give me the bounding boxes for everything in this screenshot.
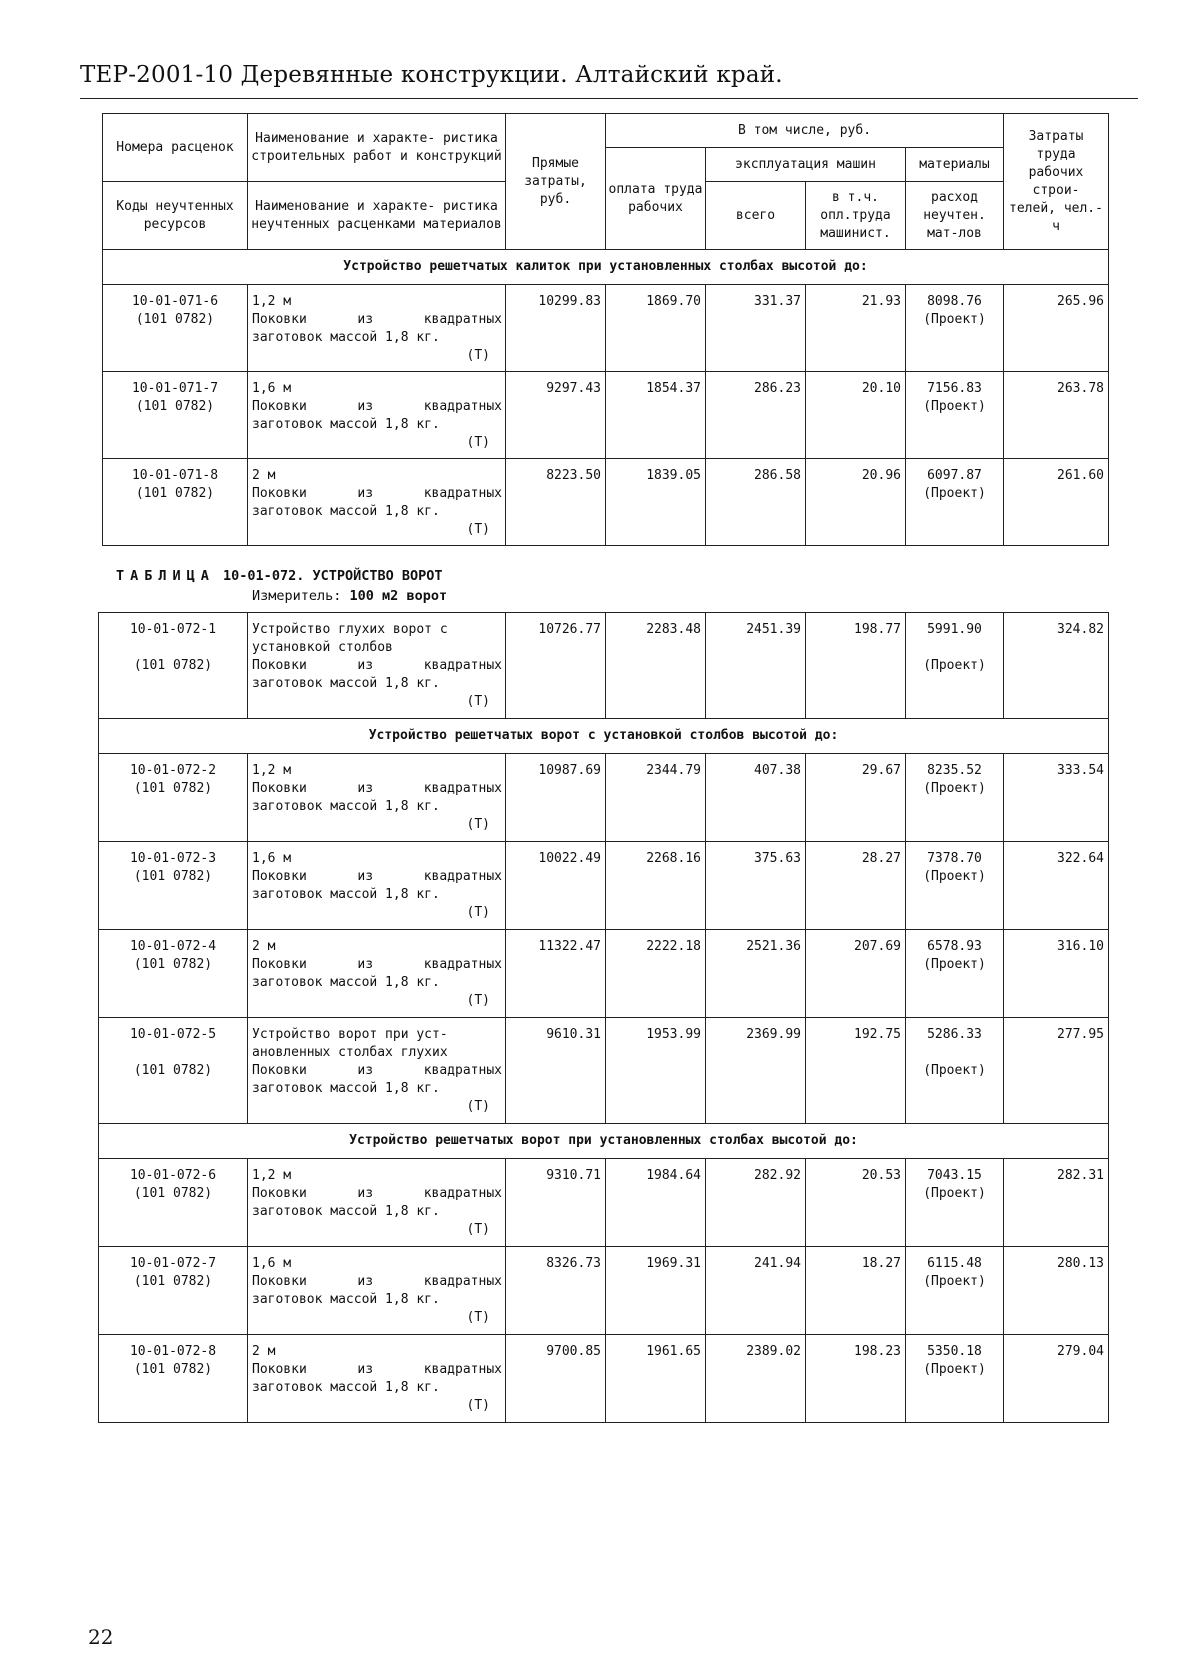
material-word: квадратных bbox=[423, 399, 502, 414]
rate-code-cell bbox=[99, 930, 248, 1018]
work-name-line: Устройство ворот при уст- bbox=[252, 1027, 448, 1042]
material-unit: (Т) bbox=[466, 348, 490, 363]
resource-code: (101 0782) bbox=[133, 781, 213, 796]
materials-cost: 8235.52 bbox=[927, 763, 982, 778]
work-size: 1,6 м bbox=[252, 1256, 292, 1271]
material-name: заготовок массой 1,8 кг. bbox=[252, 676, 440, 691]
rate-code: 10-01-072-3 bbox=[129, 851, 217, 866]
labor-hours: 279.04 bbox=[1004, 1335, 1109, 1423]
materials-cost: 6115.48 bbox=[927, 1256, 982, 1271]
resource-code: (101 0782) bbox=[133, 658, 213, 673]
wages: 2268.16 bbox=[606, 842, 706, 930]
resource-code: (101 0782) bbox=[135, 486, 215, 501]
material-name bbox=[252, 1361, 502, 1379]
table-row bbox=[103, 459, 1109, 546]
material-name: заготовок массой 1,8 кг. bbox=[252, 1204, 440, 1219]
material-unit: (Т) bbox=[466, 435, 490, 450]
rate-code-cell bbox=[99, 613, 248, 719]
machines-operators: 28.27 bbox=[806, 842, 906, 930]
table-row bbox=[99, 1159, 1109, 1247]
machines-total: 2389.02 bbox=[706, 1335, 806, 1423]
section-heading: Устройство решетчатых ворот при установленных столбах высотой до: bbox=[99, 1124, 1109, 1159]
materials-cost: 6578.93 bbox=[927, 939, 982, 954]
material-name: заготовок массой 1,8 кг. bbox=[252, 504, 440, 519]
machines-total: 2369.99 bbox=[706, 1018, 806, 1124]
materials-note: (Проект) bbox=[923, 658, 986, 673]
page-title: ТЕР-2001-10 Деревянные конструкции. Алтайский край. bbox=[80, 62, 783, 88]
work-size: 2 м bbox=[252, 1344, 276, 1359]
work-name-cell bbox=[248, 285, 506, 372]
rate-code-cell bbox=[99, 1335, 248, 1423]
work-name-cell bbox=[248, 1335, 506, 1423]
header-code-bottom: Коды неучтенных ресурсов bbox=[103, 182, 248, 250]
table-row bbox=[103, 372, 1109, 459]
rate-code: 10-01-072-4 bbox=[129, 939, 217, 954]
material-name bbox=[252, 868, 502, 886]
direct-costs: 10299.83 bbox=[506, 285, 606, 372]
resource-code: (101 0782) bbox=[133, 869, 213, 884]
work-size: 2 м bbox=[252, 939, 276, 954]
header-materials: материалы bbox=[906, 148, 1004, 182]
header-labor: Затраты труда рабочих строи- телей, чел.-ч bbox=[1004, 114, 1109, 250]
work-name-cell bbox=[248, 613, 506, 719]
direct-costs: 9700.85 bbox=[506, 1335, 606, 1423]
wages: 2344.79 bbox=[606, 754, 706, 842]
table-row bbox=[99, 1335, 1109, 1423]
rate-code: 10-01-072-2 bbox=[129, 763, 217, 778]
material-name bbox=[252, 485, 502, 503]
section-heading: Устройство решетчатых ворот с установкой столбов высотой до: bbox=[99, 719, 1109, 754]
labor-hours: 265.96 bbox=[1004, 285, 1109, 372]
material-word: квадратных bbox=[423, 658, 502, 673]
material-unit: (Т) bbox=[466, 1398, 490, 1413]
labor-hours: 316.10 bbox=[1004, 930, 1109, 1018]
machines-total: 241.94 bbox=[706, 1247, 806, 1335]
material-word: из bbox=[357, 869, 374, 884]
work-name-cell bbox=[248, 930, 506, 1018]
material-name bbox=[252, 311, 502, 329]
resource-code: (101 0782) bbox=[133, 957, 213, 972]
machines-operators: 192.75 bbox=[806, 1018, 906, 1124]
materials-note: (Проект) bbox=[923, 399, 986, 414]
machines-operators: 20.10 bbox=[806, 372, 906, 459]
machines-operators: 198.23 bbox=[806, 1335, 906, 1423]
rates-table-gates-072 bbox=[98, 612, 1109, 1423]
measure-label: Измеритель: bbox=[252, 588, 342, 604]
materials-note: (Проект) bbox=[923, 312, 986, 327]
work-size: 1,6 м bbox=[252, 381, 292, 396]
material-name: заготовок массой 1,8 кг. bbox=[252, 1292, 440, 1307]
material-word: из bbox=[357, 1063, 374, 1078]
material-word: квадратных bbox=[423, 486, 502, 501]
materials-cell bbox=[906, 842, 1004, 930]
rate-code-cell bbox=[103, 459, 248, 546]
work-size: 2 м bbox=[252, 468, 276, 483]
work-name-cell bbox=[248, 1018, 506, 1124]
material-name bbox=[252, 1185, 502, 1203]
direct-costs: 9310.71 bbox=[506, 1159, 606, 1247]
materials-note: (Проект) bbox=[923, 869, 986, 884]
work-size: 1,2 м bbox=[252, 1168, 292, 1183]
material-word: квадратных bbox=[423, 1063, 502, 1078]
material-word: Поковки bbox=[252, 1186, 307, 1201]
resource-code: (101 0782) bbox=[135, 399, 215, 414]
work-name-line: Устройство глухих ворот с bbox=[252, 622, 448, 637]
materials-cost: 7043.15 bbox=[927, 1168, 982, 1183]
rate-code: 10-01-072-7 bbox=[129, 1256, 217, 1271]
resource-code: (101 0782) bbox=[135, 312, 215, 327]
rate-code-cell bbox=[99, 754, 248, 842]
header-machines-operators: в т.ч. опл.труда машинист. bbox=[806, 182, 906, 250]
header-name-top: Наименование и характе- ристика строительных работ и конструкций bbox=[248, 114, 506, 182]
machines-operators: 18.27 bbox=[806, 1247, 906, 1335]
materials-cost: 5286.33 bbox=[927, 1027, 982, 1042]
materials-note: (Проект) bbox=[923, 486, 986, 501]
material-name bbox=[252, 780, 502, 798]
table-row bbox=[99, 930, 1109, 1018]
material-word: Поковки bbox=[252, 869, 307, 884]
material-word: Поковки bbox=[252, 781, 307, 796]
labor-hours: 333.54 bbox=[1004, 754, 1109, 842]
machines-total: 2521.36 bbox=[706, 930, 806, 1018]
material-word: из bbox=[357, 1274, 374, 1289]
material-name: заготовок массой 1,8 кг. bbox=[252, 417, 440, 432]
direct-costs: 8326.73 bbox=[506, 1247, 606, 1335]
machines-operators: 20.96 bbox=[806, 459, 906, 546]
material-name bbox=[252, 1062, 502, 1080]
rate-code-cell bbox=[99, 1159, 248, 1247]
rate-code: 10-01-071-6 bbox=[131, 294, 219, 309]
materials-cost: 7156.83 bbox=[927, 381, 982, 396]
rate-code-cell bbox=[99, 1018, 248, 1124]
machines-total: 2451.39 bbox=[706, 613, 806, 719]
material-word: из bbox=[357, 1362, 374, 1377]
wages: 2283.48 bbox=[606, 613, 706, 719]
rate-code: 10-01-072-5 bbox=[129, 1027, 217, 1042]
material-unit: (Т) bbox=[466, 993, 490, 1008]
table-row bbox=[99, 842, 1109, 930]
work-name-cell bbox=[248, 459, 506, 546]
table-measure bbox=[252, 586, 447, 606]
material-name: заготовок массой 1,8 кг. bbox=[252, 1081, 440, 1096]
direct-costs: 8223.50 bbox=[506, 459, 606, 546]
material-word: из bbox=[357, 781, 374, 796]
resource-code: (101 0782) bbox=[133, 1186, 213, 1201]
material-word: из bbox=[357, 312, 374, 327]
table-title: 10-01-072. УСТРОЙСТВО ВОРОТ bbox=[223, 568, 443, 584]
material-name: заготовок массой 1,8 кг. bbox=[252, 975, 440, 990]
header-including: В том числе, руб. bbox=[606, 114, 1004, 148]
material-word: Поковки bbox=[252, 1274, 307, 1289]
header-code-top: Номера расценок bbox=[103, 114, 248, 182]
work-size: 1,6 м bbox=[252, 851, 292, 866]
material-word: Поковки bbox=[252, 658, 307, 673]
direct-costs: 10022.49 bbox=[506, 842, 606, 930]
material-name: заготовок массой 1,8 кг. bbox=[252, 887, 440, 902]
title-rule bbox=[80, 98, 1138, 99]
machines-operators: 21.93 bbox=[806, 285, 906, 372]
materials-cost: 8098.76 bbox=[927, 294, 982, 309]
labor-hours: 277.95 bbox=[1004, 1018, 1109, 1124]
rate-code: 10-01-071-7 bbox=[131, 381, 219, 396]
material-name: заготовок массой 1,8 кг. bbox=[252, 330, 440, 345]
material-word: из bbox=[357, 399, 374, 414]
direct-costs: 10987.69 bbox=[506, 754, 606, 842]
work-size: 1,2 м bbox=[252, 763, 292, 778]
materials-cell bbox=[906, 1159, 1004, 1247]
work-name-cell bbox=[248, 1159, 506, 1247]
labor-hours: 261.60 bbox=[1004, 459, 1109, 546]
machines-operators: 207.69 bbox=[806, 930, 906, 1018]
header-materials-unaccounted: расход неучтен. мат-лов bbox=[906, 182, 1004, 250]
table-header bbox=[103, 114, 1109, 250]
material-word: квадратных bbox=[423, 869, 502, 884]
table-row bbox=[99, 613, 1109, 719]
labor-hours: 280.13 bbox=[1004, 1247, 1109, 1335]
table-row bbox=[99, 1247, 1109, 1335]
materials-cost: 5991.90 bbox=[927, 622, 982, 637]
materials-cell bbox=[906, 930, 1004, 1018]
work-name-cell bbox=[248, 1247, 506, 1335]
rate-code-cell bbox=[99, 842, 248, 930]
materials-cell bbox=[906, 459, 1004, 546]
machines-operators: 29.67 bbox=[806, 754, 906, 842]
materials-note: (Проект) bbox=[923, 1362, 986, 1377]
wages: 1854.37 bbox=[606, 372, 706, 459]
direct-costs: 10726.77 bbox=[506, 613, 606, 719]
materials-note: (Проект) bbox=[923, 1186, 986, 1201]
wages: 1969.31 bbox=[606, 1247, 706, 1335]
materials-cell bbox=[906, 613, 1004, 719]
resource-code: (101 0782) bbox=[133, 1063, 213, 1078]
table-caption bbox=[116, 566, 443, 586]
machines-total: 331.37 bbox=[706, 285, 806, 372]
material-unit: (Т) bbox=[466, 817, 490, 832]
materials-cell bbox=[906, 1018, 1004, 1124]
material-unit: (Т) bbox=[466, 905, 490, 920]
materials-cost: 5350.18 bbox=[927, 1344, 982, 1359]
wages: 1869.70 bbox=[606, 285, 706, 372]
machines-operators: 198.77 bbox=[806, 613, 906, 719]
materials-note: (Проект) bbox=[923, 1274, 986, 1289]
material-word: из bbox=[357, 957, 374, 972]
machines-total: 286.23 bbox=[706, 372, 806, 459]
work-name-line: установкой столбов bbox=[252, 640, 393, 655]
material-name bbox=[252, 657, 502, 675]
materials-note: (Проект) bbox=[923, 1063, 986, 1078]
work-name-cell bbox=[248, 754, 506, 842]
material-word: квадратных bbox=[423, 957, 502, 972]
materials-note: (Проект) bbox=[923, 781, 986, 796]
material-unit: (Т) bbox=[466, 522, 490, 537]
table-row bbox=[103, 285, 1109, 372]
material-word: из bbox=[357, 1186, 374, 1201]
wages: 1953.99 bbox=[606, 1018, 706, 1124]
work-size: 1,2 м bbox=[252, 294, 292, 309]
material-word: квадратных bbox=[423, 1362, 502, 1377]
header-machines: эксплуатация машин bbox=[706, 148, 906, 182]
wages: 1839.05 bbox=[606, 459, 706, 546]
material-word: Поковки bbox=[252, 1362, 307, 1377]
direct-costs: 9297.43 bbox=[506, 372, 606, 459]
rate-code-cell bbox=[103, 285, 248, 372]
material-word: квадратных bbox=[423, 1186, 502, 1201]
work-name-cell bbox=[248, 372, 506, 459]
header-wages: оплата труда рабочих bbox=[606, 148, 706, 250]
table-label: ТАБЛИЦА bbox=[116, 568, 215, 584]
materials-cost: 6097.87 bbox=[927, 468, 982, 483]
direct-costs: 9610.31 bbox=[506, 1018, 606, 1124]
material-word: Поковки bbox=[252, 399, 307, 414]
materials-cell bbox=[906, 1335, 1004, 1423]
measure-value: 100 м2 ворот bbox=[349, 588, 448, 604]
materials-note: (Проект) bbox=[923, 957, 986, 972]
material-name bbox=[252, 1273, 502, 1291]
material-word: Поковки bbox=[252, 1063, 307, 1078]
machines-total: 375.63 bbox=[706, 842, 806, 930]
material-word: Поковки bbox=[252, 486, 307, 501]
material-word: квадратных bbox=[423, 312, 502, 327]
direct-costs: 11322.47 bbox=[506, 930, 606, 1018]
header-machines-total: всего bbox=[706, 182, 806, 250]
work-name-line: ановленных столбах глухих bbox=[252, 1045, 448, 1060]
material-word: Поковки bbox=[252, 312, 307, 327]
material-unit: (Т) bbox=[466, 1099, 490, 1114]
wages: 1961.65 bbox=[606, 1335, 706, 1423]
work-name-cell bbox=[248, 842, 506, 930]
page-number: 22 bbox=[88, 1625, 114, 1649]
machines-total: 282.92 bbox=[706, 1159, 806, 1247]
materials-cell bbox=[906, 372, 1004, 459]
labor-hours: 322.64 bbox=[1004, 842, 1109, 930]
machines-total: 407.38 bbox=[706, 754, 806, 842]
material-word: из bbox=[357, 486, 374, 501]
rate-code: 10-01-072-1 bbox=[129, 622, 217, 637]
labor-hours: 324.82 bbox=[1004, 613, 1109, 719]
material-word: из bbox=[357, 658, 374, 673]
wages: 1984.64 bbox=[606, 1159, 706, 1247]
rate-code: 10-01-071-8 bbox=[131, 468, 219, 483]
machines-total: 286.58 bbox=[706, 459, 806, 546]
wages: 2222.18 bbox=[606, 930, 706, 1018]
materials-cell bbox=[906, 285, 1004, 372]
material-name: заготовок массой 1,8 кг. bbox=[252, 1380, 440, 1395]
material-word: квадратных bbox=[423, 781, 502, 796]
table-row bbox=[99, 1018, 1109, 1124]
table-row bbox=[99, 754, 1109, 842]
materials-cell bbox=[906, 1247, 1004, 1335]
materials-cell bbox=[906, 754, 1004, 842]
material-name: заготовок массой 1,8 кг. bbox=[252, 799, 440, 814]
rate-code: 10-01-072-6 bbox=[129, 1168, 217, 1183]
header-name-bottom: Наименование и характе- ристика неучтенных расценками материалов bbox=[248, 182, 506, 250]
labor-hours: 282.31 bbox=[1004, 1159, 1109, 1247]
resource-code: (101 0782) bbox=[133, 1274, 213, 1289]
material-name bbox=[252, 956, 502, 974]
rate-code-cell bbox=[99, 1247, 248, 1335]
material-name bbox=[252, 398, 502, 416]
section-heading: Устройство решетчатых калиток при установленных столбах высотой до: bbox=[103, 250, 1109, 285]
labor-hours: 263.78 bbox=[1004, 372, 1109, 459]
material-unit: (Т) bbox=[466, 1310, 490, 1325]
rate-code-cell bbox=[103, 372, 248, 459]
machines-operators: 20.53 bbox=[806, 1159, 906, 1247]
resource-code: (101 0782) bbox=[133, 1362, 213, 1377]
material-unit: (Т) bbox=[466, 694, 490, 709]
material-word: квадратных bbox=[423, 1274, 502, 1289]
materials-cost: 7378.70 bbox=[927, 851, 982, 866]
material-word: Поковки bbox=[252, 957, 307, 972]
material-unit: (Т) bbox=[466, 1222, 490, 1237]
rates-table-gates-071 bbox=[102, 113, 1109, 546]
header-direct-costs: Прямые затраты, руб. bbox=[506, 114, 606, 250]
rate-code: 10-01-072-8 bbox=[129, 1344, 217, 1359]
